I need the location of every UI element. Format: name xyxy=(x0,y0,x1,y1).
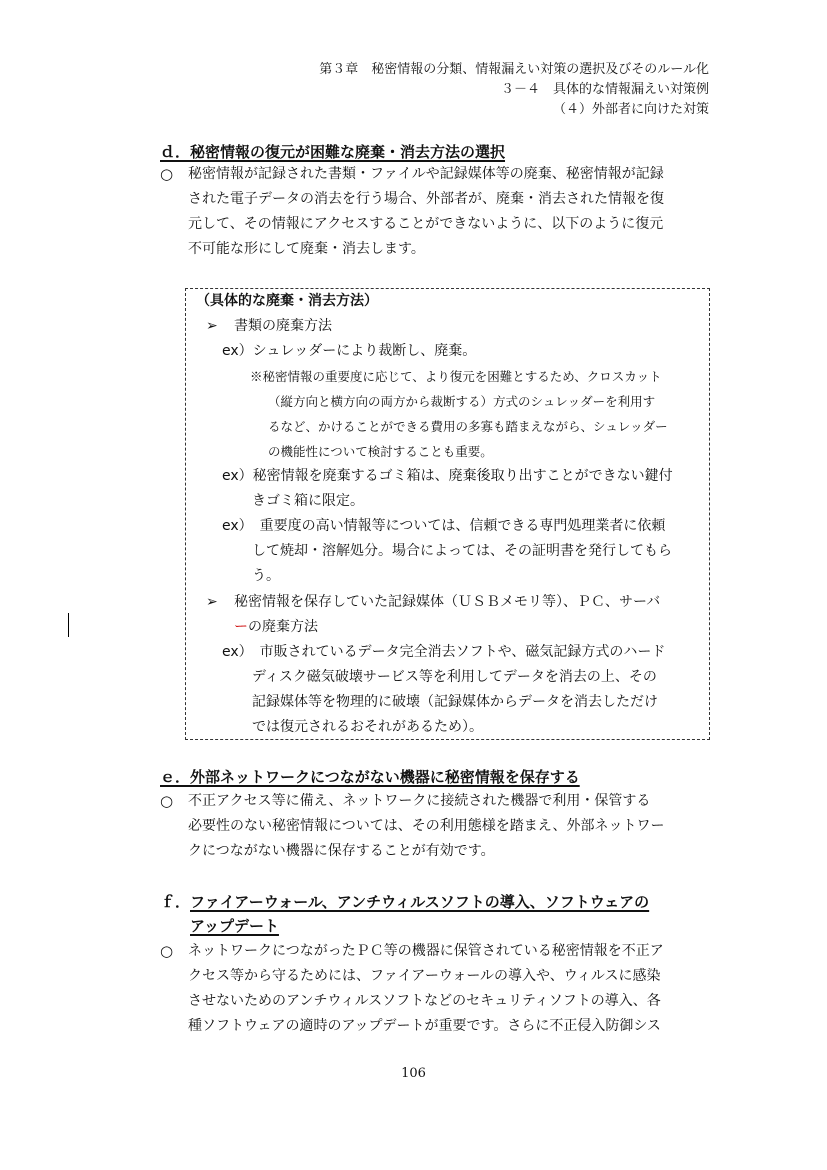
example-line: ex） 重要度の高い情報等については、信頼できる専門処理業者に依頼 xyxy=(222,518,666,534)
item-documents: 書類の廃棄方法 xyxy=(234,318,332,334)
example-line: う。 xyxy=(252,568,280,584)
bullet-circle: ○ xyxy=(160,165,174,183)
paragraph-line: 不正アクセス等に備え、ネットワークに接続された機器で利用・保管する xyxy=(188,793,651,809)
paragraph-line: 必要性のない秘密情報については、その利用態様を踏まえ、外部ネットワー xyxy=(188,818,665,834)
paragraph-line: 不可能な形にして廃棄・消去します。 xyxy=(188,241,425,257)
section-d-paragraph xyxy=(160,162,712,262)
section-f-paragraph xyxy=(160,939,712,1039)
note-line: ※秘密情報の重要度に応じて、より復元を困難とするため、クロスカット xyxy=(250,369,662,384)
item-media: 秘密情報を保存していた記録媒体（ＵＳＢメモリ等）、ＰＣ、サーバ xyxy=(234,594,661,610)
section-d-heading xyxy=(160,140,505,164)
paragraph-line: 秘密情報が記録された書類・ファイルや記録媒体等の廃棄、秘密情報が記録 xyxy=(188,166,664,182)
revision-mark: ー xyxy=(234,619,248,635)
running-header xyxy=(319,60,709,120)
section-f-heading-continued xyxy=(190,914,279,938)
section-f-title-line2: アップデート xyxy=(190,917,279,935)
section-f-heading xyxy=(160,890,649,914)
note-line: の機能性について検討することも重要。 xyxy=(268,444,493,459)
section-d-title: ｄ．秘密情報の復元が困難な廃棄・消去方法の選択 xyxy=(160,143,506,161)
item-media-continued xyxy=(234,615,318,640)
section-f-title-line1: ファイアーウォール、アンチウィルスソフトの導入、ソフトウェアの xyxy=(190,893,650,911)
example-line: きゴミ箱に限定。 xyxy=(252,493,364,509)
note-line: るなど、かけることができる費用の多寡も踏まえながら、シュレッダー xyxy=(268,419,668,434)
disposal-methods-box xyxy=(185,288,710,740)
header-section: ３－４ 具体的な情報漏えい対策例 xyxy=(500,82,709,97)
example-line: ex）シュレッダーにより裁断し、廃棄。 xyxy=(222,343,477,359)
box-title: （具体的な廃棄・消去方法） xyxy=(196,293,378,309)
header-subsection: （４）外部者に向けた対策 xyxy=(552,102,709,117)
item-media-text: の廃棄方法 xyxy=(248,619,318,635)
example-line: ex） 市販されているデータ完全消去ソフトや、磁気記録方式のハード xyxy=(222,644,666,660)
arrow-bullet-icon: ➢ xyxy=(206,318,218,334)
example-line: ex）秘密情報を廃棄するゴミ箱は、廃棄後取り出すことができない鍵付 xyxy=(222,468,673,484)
paragraph-line: 元して、その情報にアクセスすることができないように、以下のように復元 xyxy=(188,216,664,232)
section-e-paragraph xyxy=(160,789,712,864)
paragraph-line: 種ソフトウェアの適時のアップデートが重要です。さらに不正侵入防御シス xyxy=(188,1018,661,1034)
bullet-circle: ○ xyxy=(160,942,174,960)
text-cursor xyxy=(68,613,69,637)
paragraph-line: させないためのアンチウィルスソフトなどのセキュリティソフトの導入、各 xyxy=(188,993,661,1009)
bullet-circle: ○ xyxy=(160,792,174,810)
example-line: して焼却・溶解処分。場合によっては、その証明書を発行してもら xyxy=(252,543,672,559)
paragraph-line: された電子データの消去を行う場合、外部者が、廃棄・消去された情報を復 xyxy=(188,191,664,207)
note-line: （縦方向と横方向の両方から裁断する）方式のシュレッダーを利用す xyxy=(268,394,656,409)
header-chapter: 第３章 秘密情報の分類、情報漏えい対策の選択及びそのルール化 xyxy=(319,62,709,77)
paragraph-line: クにつながない機器に保存することが有効です。 xyxy=(188,843,495,859)
section-e-title: ｅ．外部ネットワークにつながない機器に秘密情報を保存する xyxy=(160,768,580,786)
example-line: ディスク磁気破壊サービス等を利用してデータを消去の上、その xyxy=(252,669,657,685)
section-f-mark: ｆ． xyxy=(160,893,191,911)
example-line: 記録媒体等を物理的に破壊（記録媒体からデータを消去しただけ xyxy=(252,694,658,710)
page-number: 106 xyxy=(401,1066,426,1081)
example-line: では復元されるおそれがあるため）。 xyxy=(252,719,483,735)
paragraph-line: ネットワークにつながったＰＣ等の機器に保管されている秘密情報を不正ア xyxy=(188,943,664,959)
paragraph-line: クセス等から守るためには、ファイアーウォールの導入や、ウィルスに感染 xyxy=(188,968,661,984)
section-e-heading xyxy=(160,765,580,789)
arrow-bullet-icon: ➢ xyxy=(206,594,218,610)
